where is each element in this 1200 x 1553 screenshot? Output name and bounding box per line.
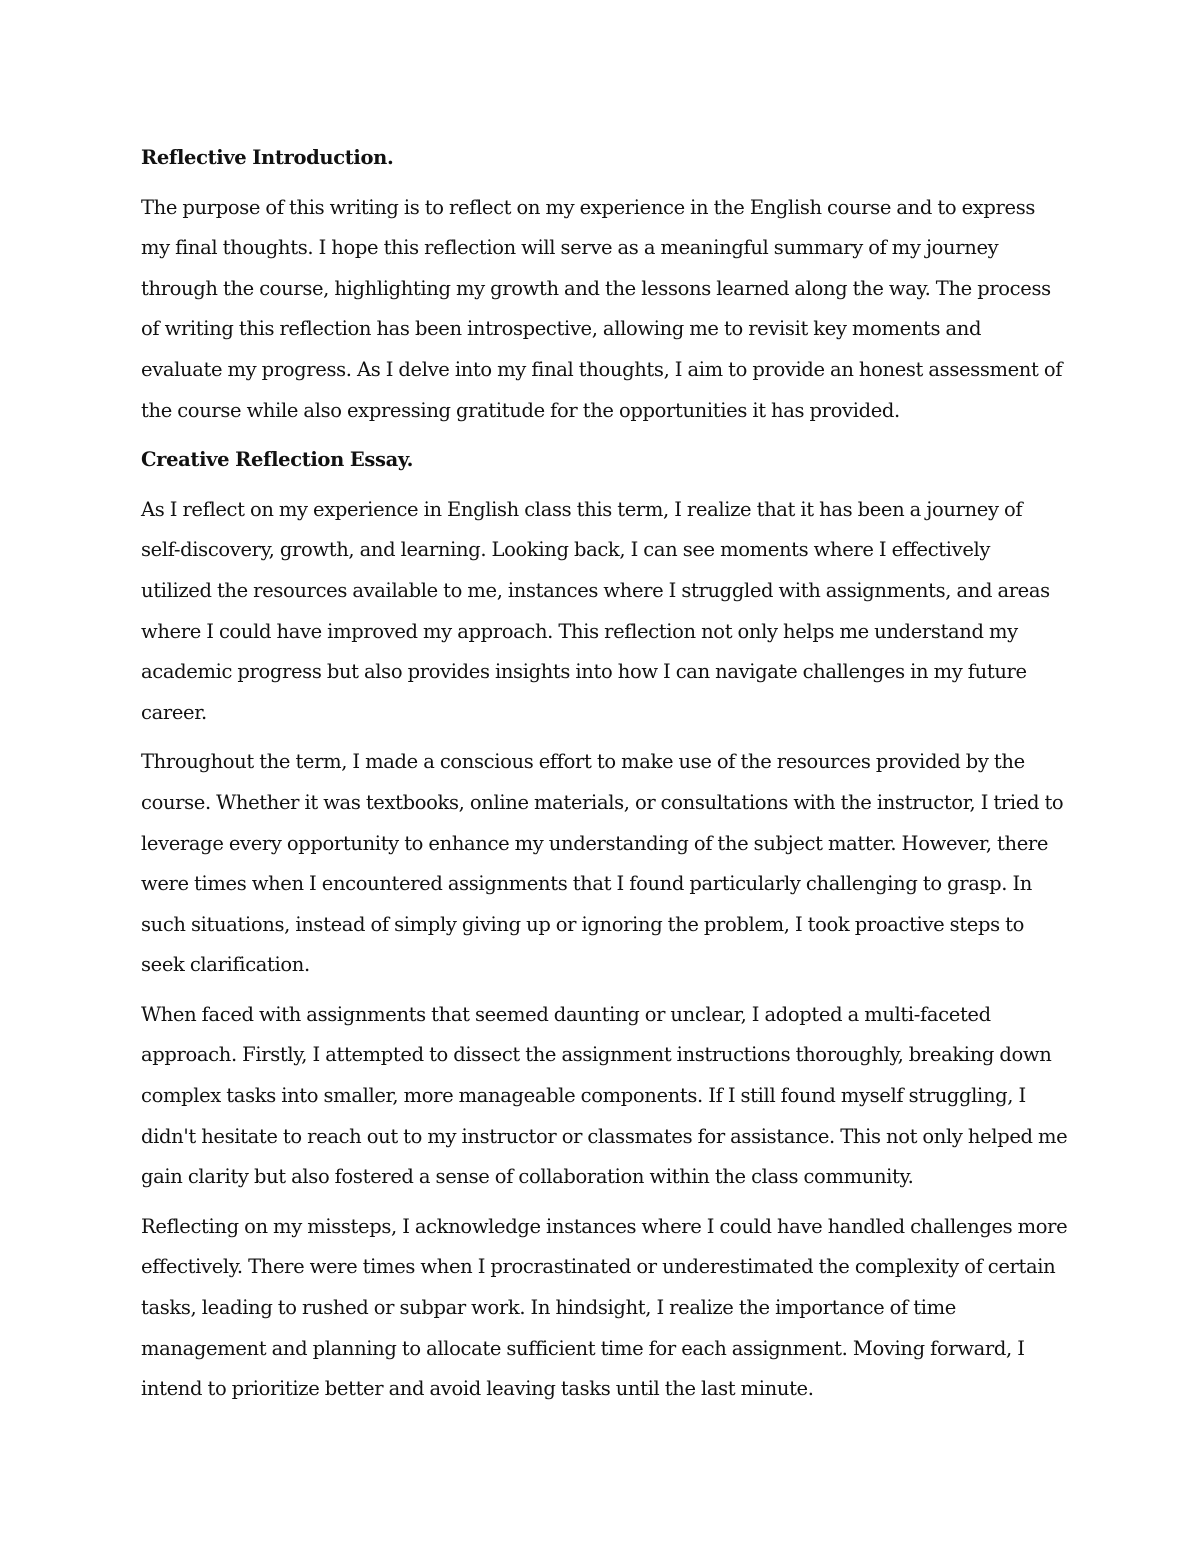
text-line: As I reflect on my experience in English class this term, I realize that it has been a journey of [141,497,1023,521]
text-line: Reflecting on my missteps, I acknowledge instances where I could have handled challenges more [141,1214,1068,1238]
text-line: complex tasks into smaller, more manageable components. If I still found myself struggling, I [141,1084,1026,1108]
text-line: were times when I encountered assignments that I found particularly challenging to grasp. In [141,872,1033,896]
text-line: of writing this reflection has been introspective, allowing me to revisit key moments and [141,317,982,341]
text-line: my final thoughts. I hope this reflection will serve as a meaningful summary of my journey [141,236,999,260]
text-line: The purpose of this writing is to reflect on my experience in the English course and to express [141,195,1036,219]
text-line: didn't hesitate to reach out to my instructor or classmates for assistance. This not only helped me [141,1124,1068,1148]
paragraph-essay-2 [141,742,1071,986]
paragraph-essay-4 [141,1207,1071,1410]
text-line: evaluate my progress. As I delve into my final thoughts, I aim to provide an honest assessment of [141,357,1063,381]
paragraph-essay-1 [141,490,1071,734]
text-line: such situations, instead of simply giving up or ignoring the problem, I took proactive steps to [141,912,1024,936]
text-line: seek clarification. [141,953,310,977]
text-line: gain clarity but also fostered a sense of collaboration within the class community. [141,1165,914,1189]
text-line: approach. Firstly, I attempted to dissect the assignment instructions thoroughly, breaking down [141,1043,1052,1067]
text-line: When faced with assignments that seemed daunting or unclear, I adopted a multi-faceted [141,1002,991,1026]
text-line: self-discovery, growth, and learning. Looking back, I can see moments where I effectively [141,538,991,562]
text-line: course. Whether it was textbooks, online materials, or consultations with the instructor, I tried to [141,790,1064,814]
text-line: career. [141,700,207,724]
text-line: intend to prioritize better and avoid leaving tasks until the last minute. [141,1377,814,1401]
text-line: the course while also expressing gratitude for the opportunities it has provided. [141,398,900,422]
document-body [141,138,1071,1419]
text-line: through the course, highlighting my growth and the lessons learned along the way. The process [141,276,1051,300]
text-line: management and planning to allocate sufficient time for each assignment. Moving forward, I [141,1336,1025,1360]
text-line: academic progress but also provides insights into how I can navigate challenges in my future [141,660,1027,684]
paragraph-essay-3 [141,995,1071,1198]
paragraph-introduction [141,188,1071,432]
section-heading-creative-reflection-essay: Creative Reflection Essay. [141,448,414,472]
text-line: where I could have improved my approach. This reflection not only helps me understand my [141,619,1018,643]
text-line: utilized the resources available to me, instances where I struggled with assignments, and areas [141,578,1050,602]
text-line: effectively. There were times when I procrastinated or underestimated the complexity of certain [141,1255,1056,1279]
text-line: leverage every opportunity to enhance my understanding of the subject matter. However, there [141,831,1049,855]
text-line: tasks, leading to rushed or subpar work. In hindsight, I realize the importance of time [141,1296,956,1320]
text-line: Throughout the term, I made a conscious effort to make use of the resources provided by the [141,750,1025,774]
section-heading-reflective-introduction: Reflective Introduction. [141,146,394,169]
